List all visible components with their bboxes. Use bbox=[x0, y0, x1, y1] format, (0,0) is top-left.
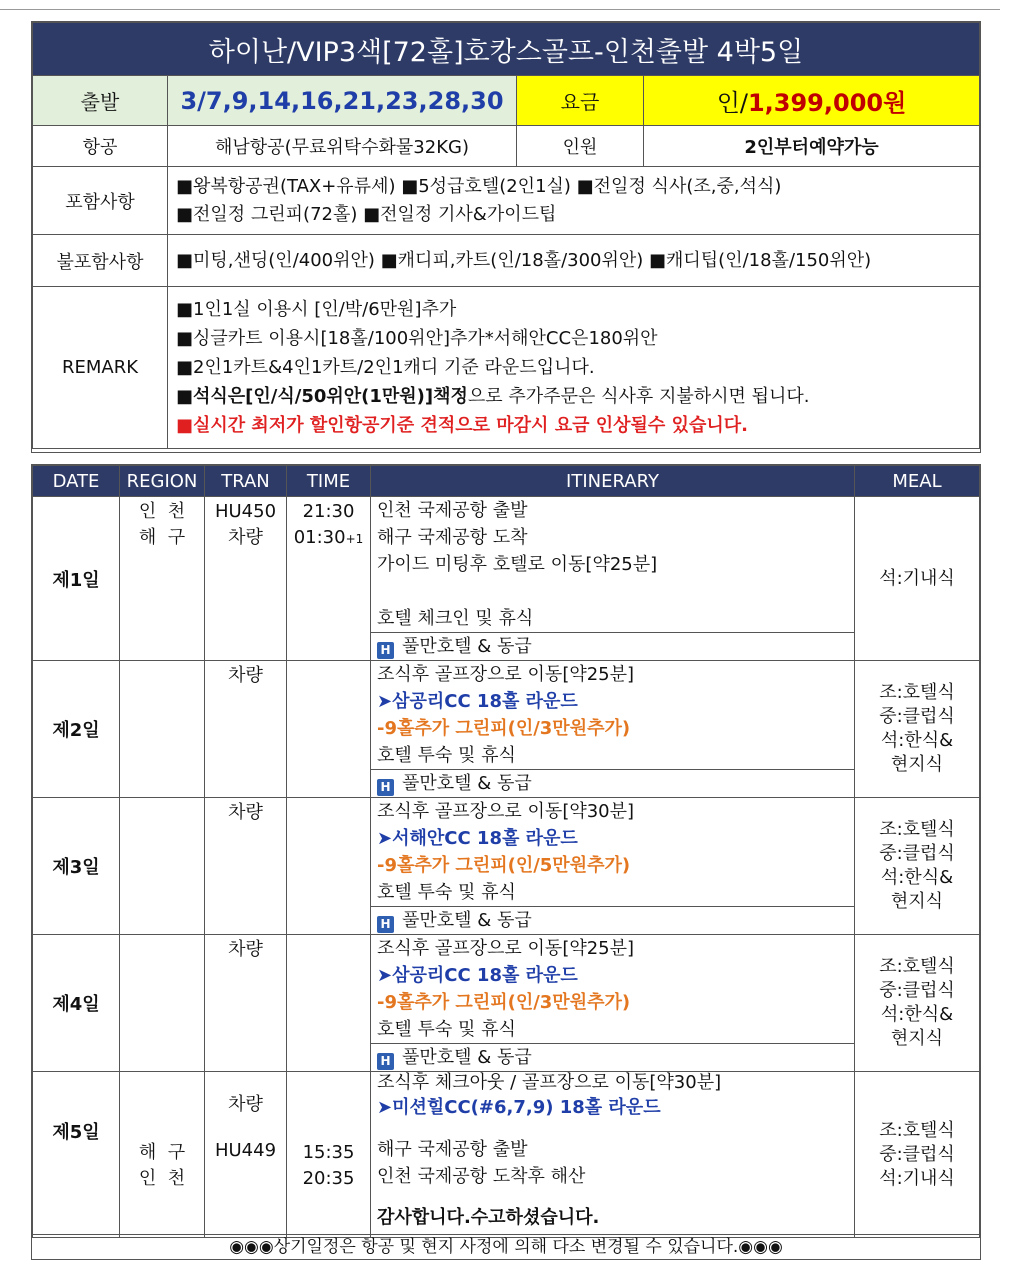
price bbox=[644, 76, 980, 126]
itinerary-line: 조식후 체크아웃 / 골프장으로 이동[약30분] bbox=[377, 1072, 722, 1093]
header-itinerary: ITINERARY bbox=[371, 466, 855, 497]
region-cell bbox=[120, 1072, 205, 1238]
hotel-line bbox=[371, 906, 854, 934]
time-text: 20:35 bbox=[302, 1168, 355, 1189]
hotel-line bbox=[371, 1043, 854, 1071]
include-label: 포함사항 bbox=[33, 167, 168, 235]
hotel-text: 풀만호텔 & 동급 bbox=[402, 910, 532, 931]
tran-text: 차량 bbox=[228, 939, 263, 960]
region-cell bbox=[120, 798, 205, 935]
hotel-icon: H bbox=[377, 916, 394, 933]
remark-line bbox=[176, 382, 971, 411]
itinerary-line bbox=[371, 1121, 854, 1136]
meal-text: 조:호텔식 bbox=[879, 682, 955, 703]
header-date: DATE bbox=[33, 466, 120, 497]
day-row bbox=[33, 935, 980, 1072]
meal-cell bbox=[855, 935, 980, 1072]
hotel-icon: H bbox=[377, 779, 394, 796]
itinerary-line: -9홀추가 그린피(인/3만원추가) bbox=[377, 992, 631, 1013]
day-row bbox=[33, 798, 980, 935]
meal-cell bbox=[855, 661, 980, 798]
itinerary-line: 인천 국제공항 도착후 해산 bbox=[377, 1166, 586, 1187]
time-cell bbox=[287, 661, 371, 798]
header-tran: TRAN bbox=[205, 466, 287, 497]
day-row bbox=[33, 661, 980, 798]
remark-label: REMARK bbox=[33, 287, 168, 449]
remark-bold: ■석식은[인/식/50위안(1만원)]책정 bbox=[176, 386, 468, 407]
hotel-line bbox=[371, 632, 854, 660]
region-text: 해 구 bbox=[138, 1142, 186, 1163]
top-divider bbox=[0, 9, 1000, 10]
hotel-text: 풀만호텔 & 동급 bbox=[402, 636, 532, 657]
tour-title: 하이난/VIP3색[72홀]호캉스골프-인천출발 4박5일 bbox=[33, 23, 980, 76]
include-list bbox=[168, 167, 980, 235]
meal-cell bbox=[855, 798, 980, 935]
time-text: 01:30 bbox=[293, 527, 346, 548]
day-label: 제4일 bbox=[33, 935, 120, 1072]
price-label: 요금 bbox=[517, 76, 644, 126]
meal-text: 현지식 bbox=[890, 1028, 944, 1049]
people-value: 2인부터예약가능 bbox=[644, 126, 980, 167]
region-text: 인 천 bbox=[138, 501, 186, 522]
meal-cell bbox=[855, 1072, 980, 1238]
meal-text: 중:클럽식 bbox=[879, 843, 955, 864]
meal-text: 현지식 bbox=[890, 891, 944, 912]
meal-text: 조:호텔식 bbox=[879, 956, 955, 977]
tran-cell bbox=[205, 1072, 287, 1238]
itinerary-line bbox=[371, 578, 854, 605]
remark-bold-rest: 으로 추가주문은 식사후 지불하시면 됩니다. bbox=[467, 386, 810, 407]
meal-text: 석:기내식 bbox=[879, 1167, 955, 1189]
departure-label: 출발 bbox=[33, 76, 168, 126]
price-prefix: 인/ bbox=[716, 89, 748, 117]
tran-text: 차량 bbox=[228, 665, 263, 686]
tran-text: 차량 bbox=[228, 1094, 263, 1115]
time-cell bbox=[287, 798, 371, 935]
itinerary-line: 호텔 투숙 및 휴식 bbox=[377, 1019, 516, 1040]
itinerary-line: ➤미션힐CC(#6,7,9) 18홀 라운드 bbox=[377, 1097, 661, 1118]
itinerary-line: 조식후 골프장으로 이동[약25분] bbox=[377, 664, 635, 685]
time-sup: +1 bbox=[345, 532, 364, 546]
remark-line: ■2인1카트&4인1카트/2인1캐디 기준 라운드입니다. bbox=[176, 357, 595, 378]
itinerary-line: 해구 국제공항 출발 bbox=[377, 1139, 528, 1160]
region-text: 인 천 bbox=[138, 1168, 186, 1189]
exclude-line: ■미팅,샌딩(인/400위안) ■캐디피,카트(인/18홀/300위안) ■캐디팁(인/18홀/150위안) bbox=[168, 235, 980, 287]
meal-text: 조:호텔식 bbox=[879, 1119, 955, 1141]
tran-cell bbox=[205, 661, 287, 798]
include-line: ■왕복항공권(TAX+유류세) ■5성급호텔(2인1실) ■전일정 식사(조,중,석식) bbox=[176, 175, 782, 197]
itinerary-cell bbox=[371, 497, 855, 661]
remark-warning: ■실시간 최저가 할인항공기준 견적으로 마감시 요금 인상될수 있습니다. bbox=[176, 415, 748, 436]
time-text: 15:35 bbox=[302, 1142, 355, 1163]
day-row bbox=[33, 497, 980, 661]
itinerary-line: 호텔 투숙 및 휴식 bbox=[377, 882, 516, 903]
itinerary-cell bbox=[371, 935, 855, 1072]
itinerary-cell bbox=[371, 1072, 855, 1238]
header-time: TIME bbox=[287, 466, 371, 497]
day-label: 제1일 bbox=[33, 497, 120, 661]
time-cell bbox=[287, 935, 371, 1072]
airline-value: 해남항공(무료위탁수화물32KG) bbox=[168, 126, 517, 167]
tran-cell bbox=[205, 935, 287, 1072]
itinerary-line: 감사합니다.수고하셨습니다. bbox=[377, 1207, 600, 1228]
day-label: 제2일 bbox=[33, 661, 120, 798]
remark-line: ■1인1실 이용시 [인/박/6만원]추가 bbox=[176, 299, 457, 320]
hotel-text: 풀만호텔 & 동급 bbox=[402, 1047, 532, 1068]
include-line: ■전일정 그린피(72홀) ■전일정 기사&가이드팁 bbox=[176, 203, 557, 225]
meal-text: 석:한식& bbox=[880, 867, 954, 888]
exclude-label: 불포함사항 bbox=[33, 235, 168, 287]
airline-label: 항공 bbox=[33, 126, 168, 167]
time-cell bbox=[287, 1072, 371, 1238]
itinerary-line: ➤삼공리CC 18홀 라운드 bbox=[377, 691, 578, 712]
itinerary-line: -9홀추가 그린피(인/5만원추가) bbox=[377, 855, 631, 876]
itinerary-line: 가이드 미팅후 호텔로 이동[약25분] bbox=[377, 554, 658, 575]
header-meal: MEAL bbox=[855, 466, 980, 497]
tran-text: 차량 bbox=[228, 802, 263, 823]
meal-text: 석:기내식 bbox=[879, 567, 955, 589]
tran-text: HU449 bbox=[214, 1140, 277, 1161]
price-value: 1,399,000원 bbox=[747, 89, 907, 117]
meal-text: 중:클럽식 bbox=[879, 1143, 955, 1165]
region-cell bbox=[120, 497, 205, 661]
region-cell bbox=[120, 935, 205, 1072]
meal-text: 중:클럽식 bbox=[879, 706, 955, 727]
itinerary-line: -9홀추가 그린피(인/3만원추가) bbox=[377, 718, 631, 739]
schedule-notice: ◉◉◉상기일정은 항공 및 현지 사정에 의해 다소 변경될 수 있습니다.◉◉◉ bbox=[31, 1234, 981, 1260]
meal-cell bbox=[855, 497, 980, 661]
itinerary-line: 해구 국제공항 도착 bbox=[377, 527, 528, 548]
time-text: 21:30 bbox=[302, 501, 355, 522]
day-label: 제3일 bbox=[33, 798, 120, 935]
hotel-line bbox=[371, 769, 854, 797]
itinerary-line: ➤서해안CC 18홀 라운드 bbox=[377, 828, 578, 849]
itinerary-line: ➤삼공리CC 18홀 라운드 bbox=[377, 965, 578, 986]
itinerary-table bbox=[31, 464, 981, 1260]
tran-cell bbox=[205, 497, 287, 661]
remark-list bbox=[168, 287, 980, 449]
region-text: 해 구 bbox=[138, 527, 186, 548]
tran-text: 차량 bbox=[228, 527, 263, 548]
tran-text: HU450 bbox=[214, 501, 277, 522]
meal-text: 중:클럽식 bbox=[879, 980, 955, 1001]
itinerary-cell bbox=[371, 798, 855, 935]
header-region: REGION bbox=[120, 466, 205, 497]
itinerary-line bbox=[371, 1190, 854, 1204]
departure-dates: 3/7,9,14,16,21,23,28,30 bbox=[168, 76, 517, 126]
itinerary-line: 조식후 골프장으로 이동[약25분] bbox=[377, 938, 635, 959]
people-label: 인원 bbox=[517, 126, 644, 167]
meal-text: 조:호텔식 bbox=[879, 819, 955, 840]
itinerary-line: 인천 국제공항 출발 bbox=[377, 500, 528, 521]
itinerary-line: 호텔 체크인 및 휴식 bbox=[377, 608, 534, 629]
hotel-icon: H bbox=[377, 1053, 394, 1070]
itinerary-line: 조식후 골프장으로 이동[약30분] bbox=[377, 801, 635, 822]
tour-info-table bbox=[31, 21, 981, 453]
meal-text: 석:한식& bbox=[880, 1004, 954, 1025]
itinerary-line: 호텔 투숙 및 휴식 bbox=[377, 745, 516, 766]
day-label: 제5일 bbox=[33, 1072, 120, 1238]
time-cell bbox=[287, 497, 371, 661]
remark-line: ■싱글카트 이용시[18홀/100위안]추가*서해안CC은180위안 bbox=[176, 328, 658, 349]
itinerary-cell bbox=[371, 661, 855, 798]
day-row bbox=[33, 1072, 980, 1238]
hotel-text: 풀만호텔 & 동급 bbox=[402, 773, 532, 794]
region-cell bbox=[120, 661, 205, 798]
meal-text: 석:한식& bbox=[880, 730, 954, 751]
hotel-icon: H bbox=[377, 642, 394, 659]
meal-text: 현지식 bbox=[890, 754, 944, 775]
tran-cell bbox=[205, 798, 287, 935]
